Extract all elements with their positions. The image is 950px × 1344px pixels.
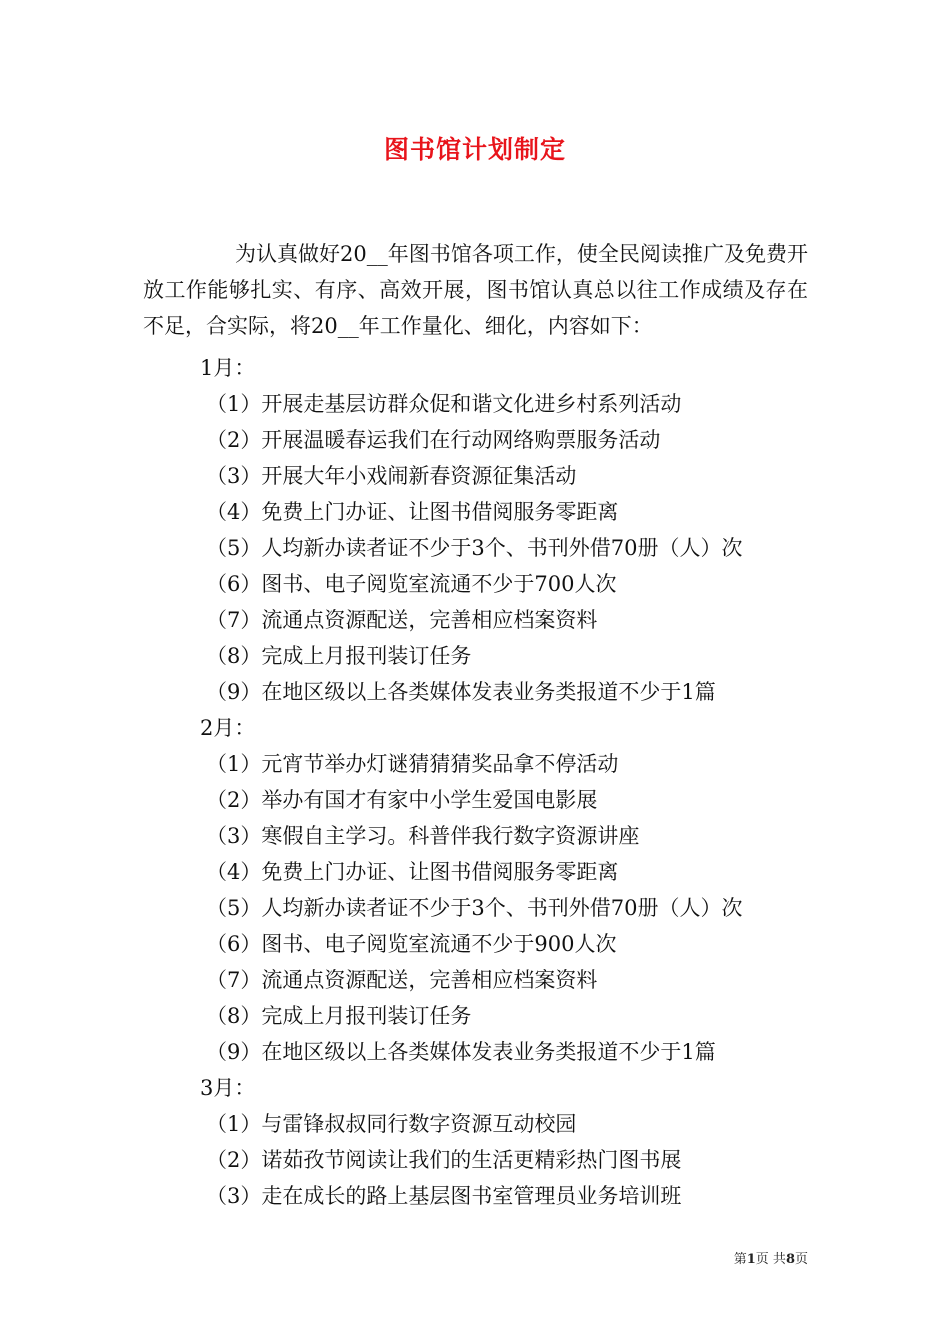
list-item: （2）诺茹孜节阅读让我们的生活更精彩热门图书展 — [206, 1148, 682, 1172]
list-item: （1）元宵节举办灯谜猜猜猜奖品拿不停活动 — [206, 752, 619, 776]
list-item: （8）完成上月报刊装订任务 — [206, 644, 472, 668]
document-title: 图书馆计划制定 — [383, 135, 566, 164]
page-middle: 页 共 — [755, 1252, 786, 1267]
list-item: （3）走在成长的路上基层图书室管理员业务培训班 — [206, 1184, 682, 1208]
month-heading: 1月： — [200, 356, 256, 380]
intro-paragraph: 为认真做好20__年图书馆各项工作，使全民阅读推广及免费开放工作能够扎实、有序、高效开展，图书馆认真总以往工作成绩及存在不足，合实际，将20__年工作量化、细化，内容如下： — [143, 242, 808, 338]
page-total: 8 — [785, 1252, 795, 1267]
list-item: （7）流通点资源配送，完善相应档案资料 — [206, 968, 598, 992]
list-item: （1）与雷锋叔叔同行数字资源互动校园 — [206, 1112, 577, 1136]
list-item: （4）免费上门办证、让图书借阅服务零距离 — [206, 500, 619, 524]
list-item: （6）图书、电子阅览室流通不少于700人次 — [206, 572, 617, 596]
list-item: （4）免费上门办证、让图书借阅服务零距离 — [206, 860, 619, 884]
list-item: （7）流通点资源配送，完善相应档案资料 — [206, 608, 598, 632]
list-item: （5）人均新办读者证不少于3个、书刊外借70册（人）次 — [206, 896, 743, 920]
list-item: （9）在地区级以上各类媒体发表业务类报道不少于1篇 — [206, 1040, 716, 1064]
page-suffix: 页 — [794, 1252, 808, 1267]
plan-content — [0, 350, 950, 1214]
list-item: （8）完成上月报刊装订任务 — [206, 1004, 472, 1028]
list-item: （3）寒假自主学习。科普伴我行数字资源讲座 — [206, 824, 640, 848]
page-prefix: 第 — [733, 1252, 747, 1267]
page-number: 1 — [746, 1252, 756, 1267]
list-item: （5）人均新办读者证不少于3个、书刊外借70册（人）次 — [206, 536, 743, 560]
list-item: （6）图书、电子阅览室流通不少于900人次 — [206, 932, 617, 956]
list-item: （2）举办有国才有家中小学生爱国电影展 — [206, 788, 598, 812]
month-heading: 2月： — [200, 716, 256, 740]
list-item: （1）开展走基层访群众促和谐文化进乡村系列活动 — [206, 392, 682, 416]
list-item: （3）开展大年小戏闹新春资源征集活动 — [206, 464, 577, 488]
list-item: （9）在地区级以上各类媒体发表业务类报道不少于1篇 — [206, 680, 716, 704]
list-item: （2）开展温暖春运我们在行动网络购票服务活动 — [206, 428, 661, 452]
page-footer — [734, 1248, 808, 1267]
month-heading: 3月： — [200, 1076, 256, 1100]
